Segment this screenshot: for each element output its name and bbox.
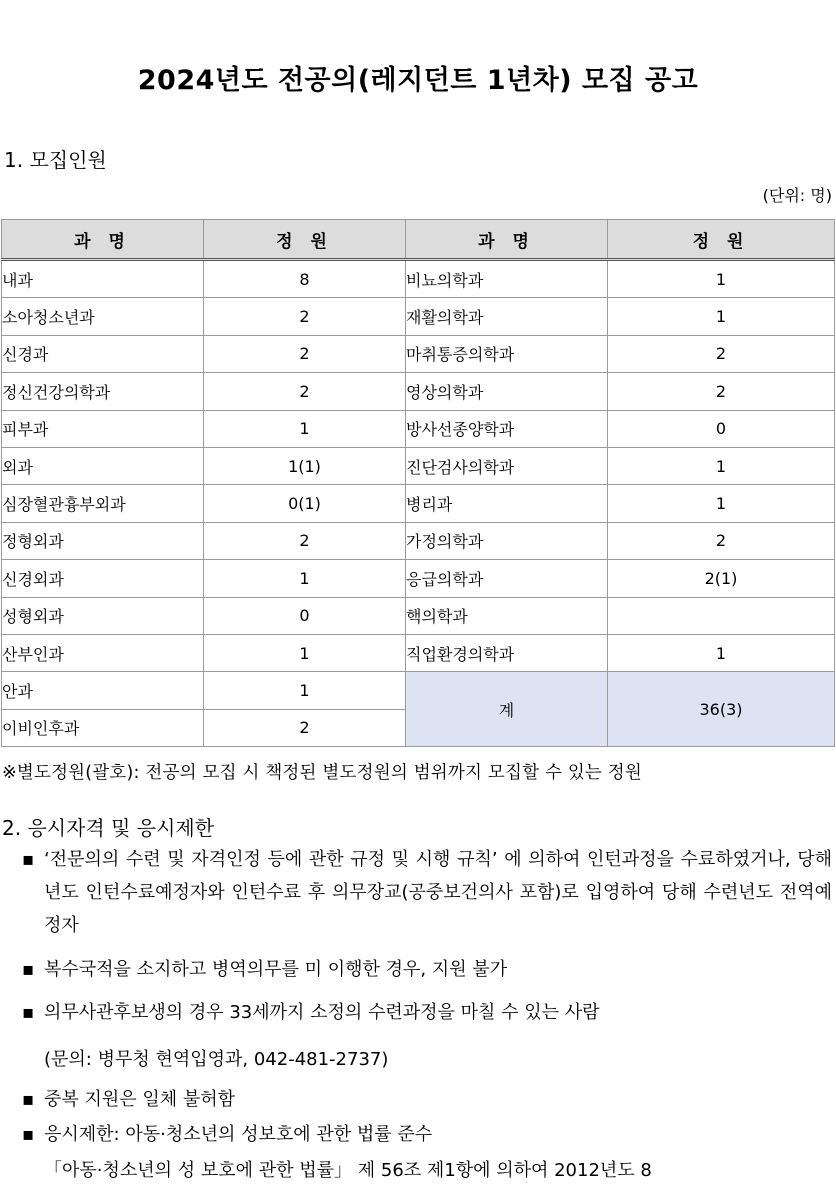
- quota-cell: 2: [204, 709, 406, 746]
- bullet-text: 의무사관후보생의 경우 33세까지 소정의 수련과정을 마칠 수 있는 사람: [44, 1002, 600, 1023]
- recruitment-table: [1, 219, 835, 747]
- quota-cell: 1: [608, 485, 835, 522]
- quota-cell: 1: [608, 260, 835, 298]
- dept-cell-label: 재활의학과: [406, 308, 484, 328]
- header-dept-right: 과 명: [406, 220, 608, 260]
- dept-cell-label: 내과: [2, 270, 33, 290]
- bullet-mark: ▪: [22, 1124, 35, 1145]
- dept-cell-label: 소아청소년과: [2, 308, 95, 328]
- dept-cell: [406, 447, 608, 484]
- table-row: [2, 447, 835, 484]
- table-row: [2, 522, 835, 559]
- section-heading-eligibility: 2. 응시자격 및 응시제한: [2, 816, 215, 840]
- dept-cell: [406, 298, 608, 335]
- quota-cell: 1: [204, 560, 406, 597]
- header-quota-right: 정 원: [608, 220, 835, 260]
- table-row: [2, 597, 835, 634]
- table-row: [2, 672, 835, 709]
- dept-cell-label: 이비인후과: [2, 719, 80, 739]
- quota-cell: 2: [608, 373, 835, 410]
- dept-cell: [406, 335, 608, 372]
- dept-cell-label: 성형외과: [2, 607, 64, 627]
- quota-cell: 1: [204, 672, 406, 709]
- dept-cell: [2, 560, 204, 597]
- dept-cell-label: 마취통증의학과: [406, 345, 515, 365]
- dept-cell-label: 외과: [2, 457, 33, 477]
- unit-label: (단위: 명): [762, 186, 832, 205]
- dept-cell: [2, 634, 204, 671]
- dept-cell-label: 영상의학과: [406, 382, 484, 402]
- dept-cell: [2, 410, 204, 447]
- total-label: 계: [406, 672, 608, 747]
- dept-cell: [406, 260, 608, 298]
- dept-cell: [2, 522, 204, 559]
- quota-cell: 0: [204, 597, 406, 634]
- law-text: 「아동·청소년의 성 보호에 관한 법률」 제 56조 제1항에 의하여 2012년도 8: [44, 1160, 652, 1181]
- quota-cell: 2: [204, 373, 406, 410]
- quota-cell: 2(1): [608, 560, 835, 597]
- dept-cell-label: 안과: [2, 681, 33, 701]
- dept-cell: [406, 485, 608, 522]
- bullet-item: [22, 996, 832, 1029]
- dept-cell-label: 방사선종양학과: [406, 420, 515, 440]
- bullet-text: 복수국적을 소지하고 병역의무를 미 이행한 경우, 지원 불가: [44, 959, 508, 980]
- dept-cell-label: 진단검사의학과: [406, 457, 515, 477]
- table-body: [2, 260, 835, 747]
- table-row: [2, 298, 835, 335]
- quota-cell: 0(1): [204, 485, 406, 522]
- quota-cell: 2: [204, 298, 406, 335]
- quota-cell: 1: [204, 634, 406, 671]
- quota-cell: 1: [608, 298, 835, 335]
- dept-cell: [406, 522, 608, 559]
- bullet-item: [22, 1083, 832, 1116]
- dept-cell: [2, 709, 204, 746]
- quota-cell: 1: [204, 410, 406, 447]
- table-header-row: [2, 220, 835, 260]
- quota-cell: 0: [608, 410, 835, 447]
- dept-cell: [2, 597, 204, 634]
- quota-cell: 2: [204, 335, 406, 372]
- quota-cell: 2: [608, 335, 835, 372]
- dept-cell-label: 정형외과: [2, 532, 64, 552]
- bullet-item: [22, 843, 832, 942]
- quota-cell: 1: [608, 634, 835, 671]
- dept-cell-label: 정신건강의학과: [2, 382, 111, 402]
- dept-cell: [406, 634, 608, 671]
- header-dept-left: 과 명: [2, 220, 204, 260]
- dept-cell-label: 핵의학과: [406, 607, 468, 627]
- bullet-mark: ▪: [22, 1002, 35, 1023]
- dept-cell: [406, 560, 608, 597]
- table-row: [2, 260, 835, 298]
- table-row: [2, 410, 835, 447]
- total-value: 36(3): [608, 672, 835, 747]
- quota-cell: 2: [204, 522, 406, 559]
- dept-cell-label: 병리과: [406, 495, 453, 515]
- bullet-item: [22, 953, 832, 986]
- dept-cell: [2, 298, 204, 335]
- dept-cell-label: 응급의학과: [406, 569, 484, 589]
- dept-cell-label: 직업환경의학과: [406, 644, 515, 664]
- dept-cell: [2, 485, 204, 522]
- dept-cell-label: 가정의학과: [406, 532, 484, 552]
- section-heading-recruitment: 1. 모집인원: [4, 148, 107, 172]
- bullet-text: ‘전문의의 수련 및 자격인정 등에 관한 규정 및 시행 규칙’ 에 의하여 인턴과정을 수료하였거나, 당해년도 인턴수료예정자와 인턴수료 후 의무장교(공중보건의사 포함)로 입영하여 당해 수련년도 전역예정자: [44, 849, 832, 936]
- dept-cell: [2, 672, 204, 709]
- header-quota-left: 정 원: [204, 220, 406, 260]
- table-row: [2, 373, 835, 410]
- bullet-text: 중복 지원은 일체 불허함: [44, 1089, 236, 1110]
- bullet-mark: ▪: [22, 959, 35, 980]
- bullet-mark: ▪: [22, 849, 35, 870]
- dept-cell-label: 피부과: [2, 420, 49, 440]
- table-row: [2, 485, 835, 522]
- dept-cell: [2, 335, 204, 372]
- dept-cell: [2, 260, 204, 298]
- dept-cell: [2, 373, 204, 410]
- bullet-item: [22, 1118, 832, 1151]
- inquiry-text: (문의: 병무청 현역입영과, 042-481-2737): [44, 1049, 389, 1070]
- quota-cell: 1(1): [204, 447, 406, 484]
- quota-cell: 8: [204, 260, 406, 298]
- table-row: [2, 335, 835, 372]
- dept-cell: [2, 447, 204, 484]
- bullet-mark: ▪: [22, 1089, 35, 1110]
- bullet-text: 응시제한: 아동·청소년의 성보호에 관한 법률 준수: [44, 1124, 433, 1145]
- dept-cell-label: 신경외과: [2, 569, 64, 589]
- dept-cell-label: 심장혈관흉부외과: [2, 495, 126, 515]
- quota-cell: 1: [608, 447, 835, 484]
- quota-note: ※별도정원(괄호): 전공의 모집 시 책정된 별도정원의 범위까지 모집할 수 있는 정원: [2, 763, 642, 783]
- page-title: 2024년도 전공의(레지던트 1년차) 모집 공고: [137, 65, 699, 96]
- dept-cell: [406, 597, 608, 634]
- quota-cell: 2: [608, 522, 835, 559]
- dept-cell: [406, 410, 608, 447]
- dept-cell-label: 비뇨의학과: [406, 270, 484, 290]
- quota-cell: [608, 597, 835, 634]
- table-row: [2, 560, 835, 597]
- dept-cell-label: 산부인과: [2, 644, 64, 664]
- dept-cell-label: 신경과: [2, 345, 49, 365]
- table-row: [2, 634, 835, 671]
- dept-cell: [406, 373, 608, 410]
